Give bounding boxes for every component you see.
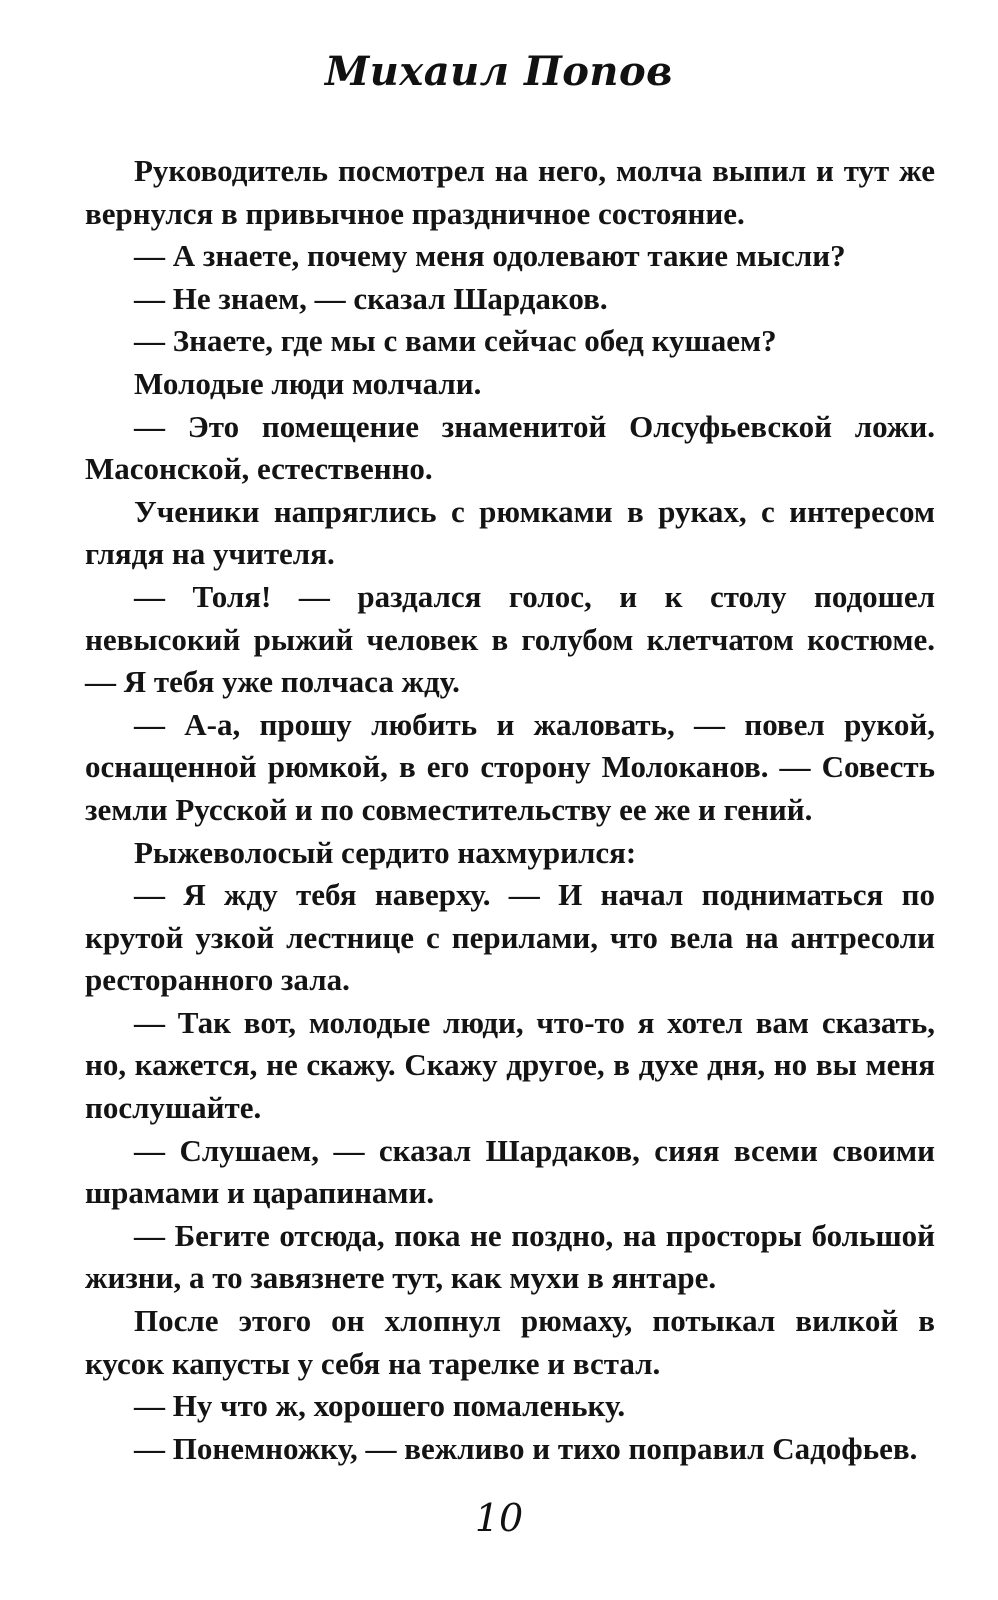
paragraph: — А знаете, почему меня одолевают такие мысли?: [134, 238, 846, 274]
paragraph: После этого он хлопнул рюмаху, потыкал вилкой в кусок капусты у себя на тарелке и встал.: [85, 1303, 935, 1381]
paragraph: — Так вот, молодые люди, что-то я хотел вам сказать, но, кажется, не скажу. Скажу другое, в духе дня, но вы меня послушайте.: [85, 1004, 935, 1126]
paragraph: — Ну что ж, хорошего помаленьку.: [134, 1388, 626, 1424]
body-text: [85, 150, 935, 1470]
paragraph: — А-а, прошу любить и жаловать, — повел рукой, оснащенной рюмкой, в его сторону Молоканов. — Совесть земли Русской и по совместительству ее же и гений.: [85, 706, 935, 827]
paragraph: — Бегите отсюда, пока не поздно, на просторы большой жизни, а то завязнете тут, как мухи в янтаре.: [85, 1217, 935, 1296]
page-number: 10: [474, 1496, 524, 1540]
paragraph: — Это помещение знаменитой Олсуфьевской ложи. Масонской, естественно.: [85, 408, 935, 487]
paragraph: — Не знаем, — сказал Шардаков.: [134, 280, 608, 316]
running-head-author: Михаил Попов: [325, 48, 673, 95]
paragraph: — Толя! — раздался голос, и к столу подошел невысокий рыжий человек в голубом клетчатом костюме. — Я тебя уже полчаса жду.: [85, 578, 935, 700]
paragraph: Рыжеволосый сердито нахмурился:: [134, 834, 637, 870]
paragraph: — Понемножку, — вежливо и тихо поправил Садофьев.: [134, 1430, 918, 1466]
paragraph: — Слушаем, — сказал Шардаков, сияя всеми своими шрамами и царапинами.: [85, 1132, 935, 1211]
paragraph: — Я жду тебя наверху. — И начал подниматься по крутой узкой лестнице с перилами, что вела на антресоли ресторанного зала.: [85, 877, 935, 998]
paragraph: Руководитель посмотрел на него, молча выпил и тут же вернулся в привычное праздничное состояние.: [85, 153, 935, 231]
paragraph: Молодые люди молчали.: [134, 365, 482, 401]
paragraph: Ученики напряглись с рюмками в руках, с интересом глядя на учителя.: [85, 493, 935, 572]
paragraph: — Знаете, где мы с вами сейчас обед кушаем?: [134, 323, 777, 359]
